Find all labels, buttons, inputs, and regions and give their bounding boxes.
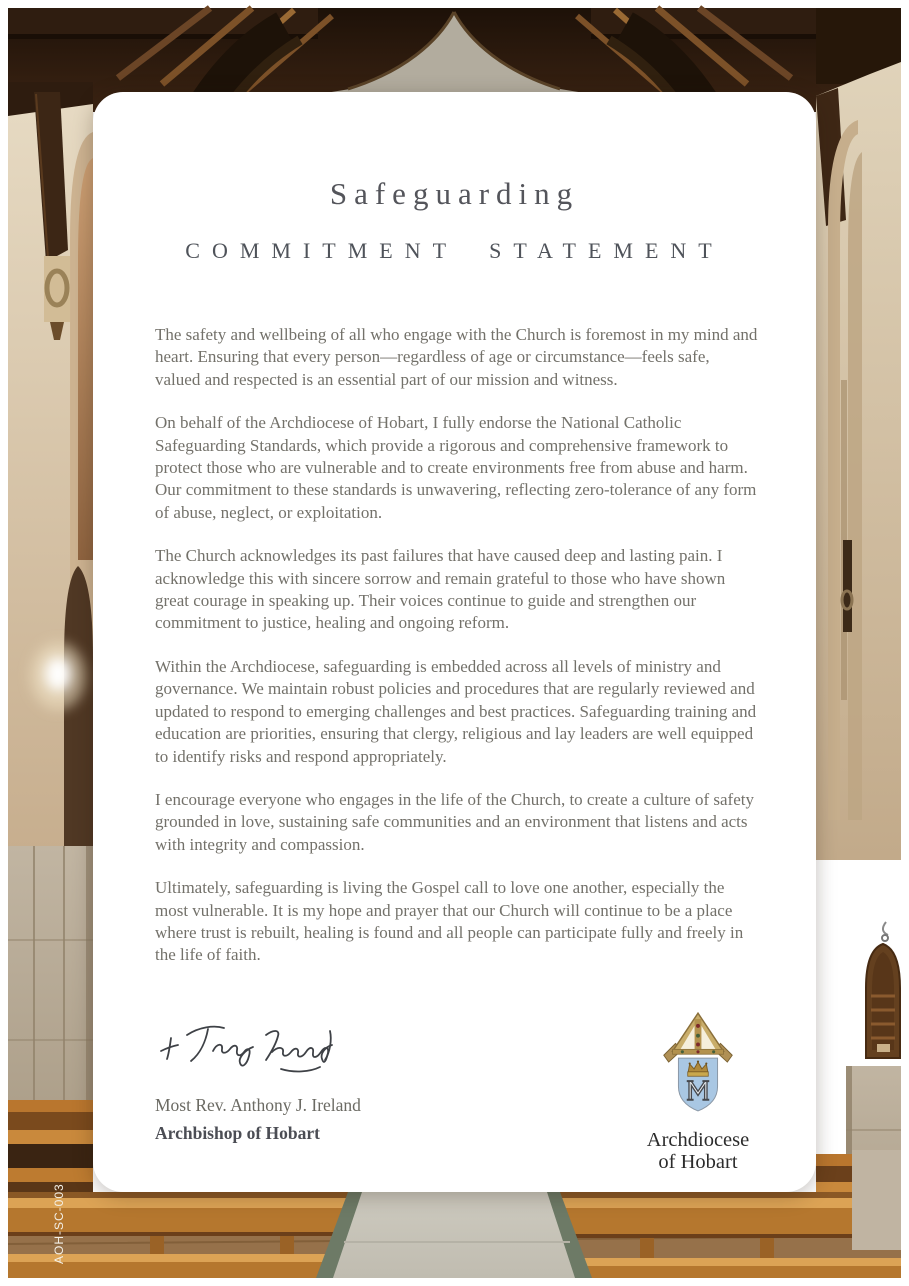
signatory-role: Archbishop of Hobart bbox=[155, 1123, 320, 1143]
signatory-name: Most Rev. Anthony J. Ireland bbox=[155, 1095, 361, 1115]
statement-paragraph: Ultimately, safeguarding is living the Gospel call to love one another, especially the most vulnerable. It is my hope and prayer that our Church will continue to be a place where trust is rebuilt, healing is found and all people can participate fully and freely in the life of faith. bbox=[155, 878, 744, 965]
logo-caption-line1: Archdiocese bbox=[646, 1129, 750, 1151]
statement-paragraph: On behalf of the Archdiocese of Hobart, I fully endorse the National Catholic Safeguarding Standards, which provide a rigorous and comprehensive framework to protect those who are vulnerable and to create environments free from abuse and harm. Our commitment to these standards is unwavering, reflecting zero-tolerance of any form of abuse, neglect, or exploitation. bbox=[155, 413, 757, 522]
hymn-board bbox=[866, 922, 900, 1058]
right-wall bbox=[816, 8, 901, 1278]
logo-caption-line2: of Hobart bbox=[658, 1150, 738, 1173]
archdiocese-logo bbox=[605, 1010, 791, 1173]
left-wall bbox=[8, 82, 93, 1194]
statement-paragraph: The safety and wellbeing of all who engage with the Church is foremost in my mind and heart. Ensuring that every person—regardless of age or circumstance—feels safe, valued and respected is an essential part of our mission and witness. bbox=[155, 325, 758, 389]
page-title: Safeguarding bbox=[329, 176, 580, 211]
document-code: AOH-SC-003 bbox=[52, 1183, 66, 1264]
statement-card bbox=[93, 92, 816, 1192]
signatory-block bbox=[155, 1095, 361, 1144]
aisle-carpet bbox=[316, 1192, 592, 1278]
statement-paragraph: Within the Archdiocese, safeguarding is embedded across all levels of ministry and governance. We maintain robust policies and procedures that are regularly reviewed and updated to respond to emerging challenges and best practices. Safeguarding training and education are priorities, ensuring that clergy, religious and lay leaders are well equipped to identify risks and respond appropriately. bbox=[155, 656, 757, 766]
logo-caption bbox=[605, 1130, 791, 1173]
wall-lamp-glow bbox=[45, 657, 71, 691]
left-pews bbox=[8, 1100, 93, 1194]
statement-body bbox=[155, 324, 759, 988]
signature-ink bbox=[153, 1014, 348, 1076]
page-subtitle: COMMITMENT STATEMENT bbox=[185, 238, 724, 263]
statement-paragraph: The Church acknowledges its past failures that have caused deep and lasting pain. I acknowledge this with sincere sorrow and remain grateful to those who have shown great courage in speaking up. Their voices continue to guide and strengthen our commitment to justice, healing and ongoing reform. bbox=[155, 546, 726, 633]
statement-paragraph: I encourage everyone who engages in the life of the Church, to create a culture of safety grounded in love, sustaining safe communities and an environment that listens and acts with integrity and compassion. bbox=[155, 789, 754, 854]
signature bbox=[153, 1014, 348, 1076]
archdiocese-crest-icon bbox=[654, 1010, 742, 1120]
